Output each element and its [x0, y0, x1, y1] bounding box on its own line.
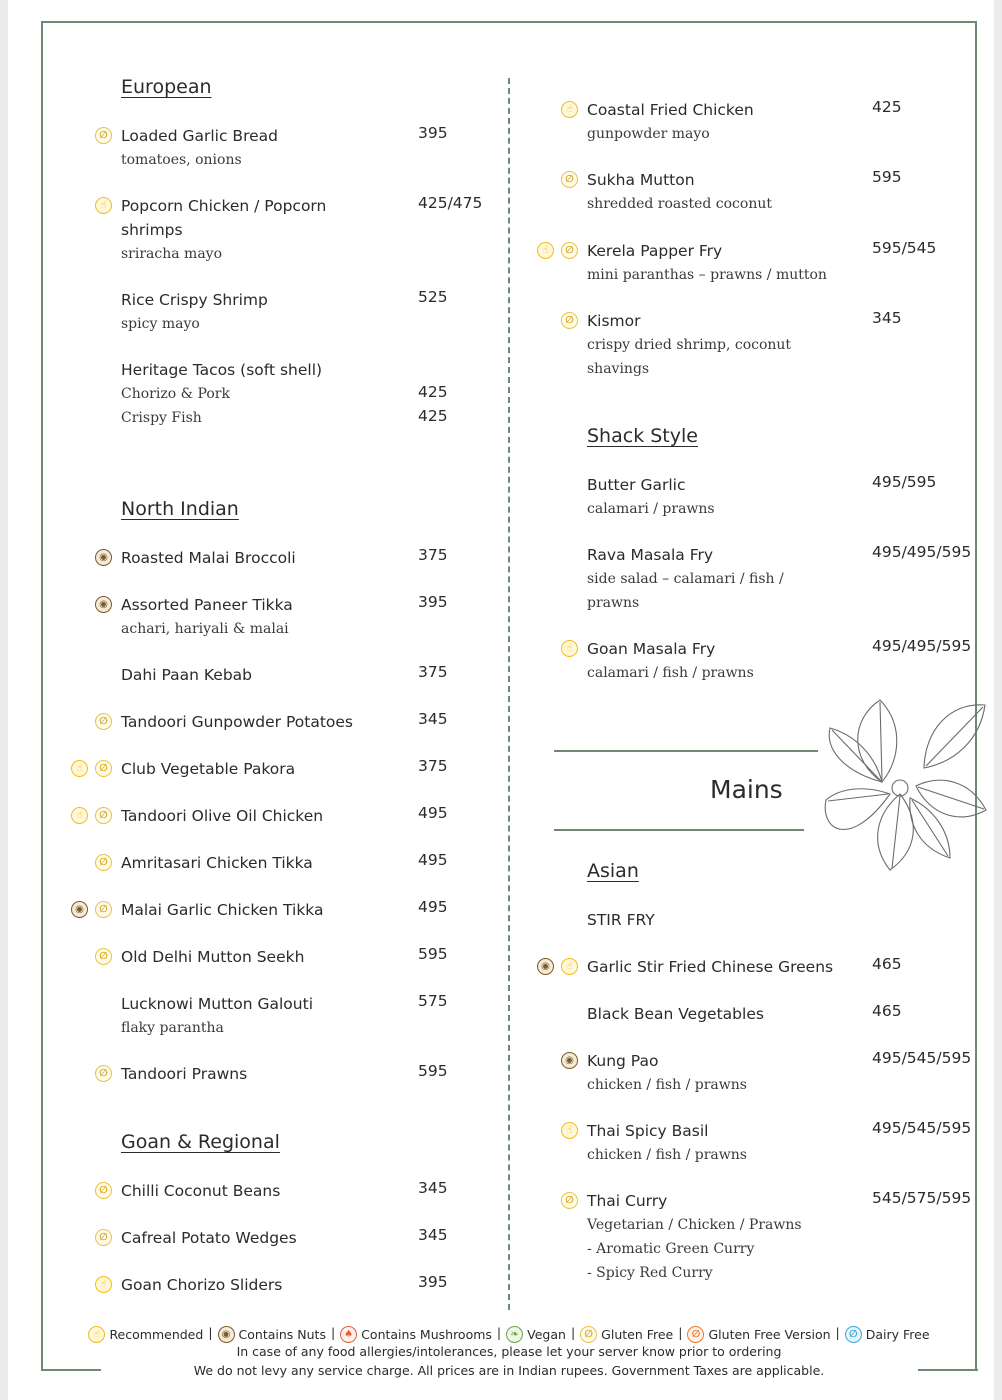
allergy-note: In case of any food allergies/intolerances, please let your server know prior to ordering	[236, 1344, 782, 1359]
legend-separator: |	[835, 1325, 840, 1340]
menu-item-price: 425	[872, 98, 902, 116]
gluten-free-icon: ∅	[95, 901, 112, 918]
gluten-free-icon: ∅	[95, 713, 112, 730]
menu-item-name: Kung Pao	[587, 1052, 659, 1070]
menu-item-description: calamari / fish / prawns	[587, 665, 754, 681]
menu-item-price: 345	[418, 1179, 448, 1197]
menu-item-name: Popcorn Chicken / Popcorn	[121, 197, 327, 215]
menu-item-price: 395	[418, 124, 448, 142]
recommended-icon: ☝	[71, 807, 88, 824]
legend-label: Gluten Free	[601, 1327, 674, 1342]
menu-item-price: 495	[418, 898, 448, 916]
legend-label: Vegan	[527, 1327, 566, 1342]
gluten-free-icon: ∅	[95, 127, 112, 144]
legend-separator: |	[208, 1325, 213, 1340]
menu-item-price: 345	[872, 309, 902, 327]
vegan-icon: ❧	[506, 1326, 523, 1343]
nuts-icon: ◉	[218, 1326, 235, 1343]
menu-item-price: 595	[418, 1062, 448, 1080]
legend-separator: |	[496, 1325, 502, 1340]
mains-title: Mains	[710, 775, 783, 804]
recommended-icon: ☝	[561, 1122, 578, 1139]
menu-item-description: - Aromatic Green Curry	[587, 1241, 755, 1257]
gluten-free-version-icon: ∅	[687, 1326, 704, 1343]
legend-item	[687, 1326, 830, 1343]
section-title: North Indian	[121, 498, 239, 520]
legend-label: Recommended	[109, 1327, 204, 1342]
legend-item	[218, 1326, 326, 1343]
menu-item-variant: Crispy Fish	[121, 410, 202, 426]
menu-item-price: 375	[418, 546, 448, 564]
menu-item-description: achari, hariyali & malai	[121, 621, 289, 637]
menu-item-variant: Chorizo & Pork	[121, 386, 230, 402]
menu-item-description: - Spicy Red Curry	[587, 1265, 713, 1281]
menu-item-description: tomatoes, onions	[121, 152, 242, 168]
menu-item-description: prawns	[587, 595, 640, 611]
legend-label: Gluten Free Version	[708, 1327, 831, 1342]
menu-item-name: Kismor	[587, 312, 641, 330]
menu-item-description: sriracha mayo	[121, 246, 223, 262]
menu-item-price: 545/575/595	[872, 1189, 972, 1207]
menu-item-price: 395	[418, 593, 448, 611]
menu-item-price: 495/495/595	[872, 543, 972, 561]
menu-item-description: shredded roasted coconut	[587, 196, 772, 212]
nuts-icon: ◉	[537, 958, 554, 975]
gluten-free-icon: ∅	[95, 1065, 112, 1082]
mains-rule-top	[554, 750, 818, 752]
menu-item-name: Club Vegetable Pakora	[121, 760, 296, 778]
menu-item-name: Lucknowi Mutton Galouti	[121, 995, 313, 1013]
menu-item-price: 595	[872, 168, 902, 186]
menu-item-name: Kerela Papper Fry	[587, 242, 723, 260]
menu-page	[8, 0, 994, 1400]
menu-item-price: 495/495/595	[872, 637, 972, 655]
recommended-icon: ☝	[95, 197, 112, 214]
legend-label: Dairy Free	[865, 1327, 930, 1342]
menu-item-name: Thai Spicy Basil	[587, 1122, 709, 1140]
recommended-icon: ☝	[561, 958, 578, 975]
gluten-free-icon: ∅	[95, 760, 112, 777]
recommended-icon: ☝	[537, 242, 554, 259]
dairy-free-icon: ∅	[845, 1326, 862, 1343]
menu-item-variant-price: 425	[418, 407, 448, 425]
menu-item-name: Heritage Tacos (soft shell)	[121, 361, 323, 379]
menu-item-name: Assorted Paneer Tikka	[121, 596, 293, 614]
menu-item-price: 495/545/595	[872, 1049, 972, 1067]
menu-item-price: 345	[418, 710, 448, 728]
menu-item-name: Amritasari Chicken Tikka	[121, 854, 313, 872]
menu-item-name: Coastal Fried Chicken	[587, 101, 754, 119]
menu-item-name: Garlic Stir Fried Chinese Greens	[587, 958, 834, 976]
menu-item-price: 375	[418, 663, 448, 681]
menu-item-description: chicken / fish / prawns	[587, 1077, 747, 1093]
legend-item	[580, 1326, 673, 1343]
legend-separator: |	[678, 1325, 683, 1340]
menu-item-price: 495/545/595	[872, 1119, 972, 1137]
recommended-icon: ☝	[95, 1276, 112, 1293]
menu-item-name: Malai Garlic Chicken Tikka	[121, 901, 324, 919]
menu-item-description: mini paranthas – prawns / mutton	[587, 267, 827, 283]
menu-item-name: Tandoori Prawns	[121, 1065, 248, 1083]
gluten-free-icon: ∅	[580, 1326, 597, 1343]
menu-item-description: calamari / prawns	[587, 501, 715, 517]
menu-item-name: Goan Masala Fry	[587, 640, 716, 658]
menu-item-price: 465	[872, 1002, 902, 1020]
menu-item-price: 495	[418, 804, 448, 822]
menu-item-name-continued: shrimps	[121, 221, 183, 239]
legend-item	[506, 1326, 566, 1343]
leaf-illustration-icon	[820, 690, 988, 880]
menu-item-name: Thai Curry	[587, 1192, 668, 1210]
nuts-icon: ◉	[71, 901, 88, 918]
menu-item-name: Goan Chorizo Sliders	[121, 1276, 283, 1294]
menu-item-price: 595	[418, 945, 448, 963]
gluten-free-icon: ∅	[561, 312, 578, 329]
menu-item-name: Roasted Malai Broccoli	[121, 549, 296, 567]
menu-item-description: shavings	[587, 361, 650, 377]
menu-item-description: crispy dried shrimp, coconut	[587, 337, 792, 353]
menu-item-name: Tandoori Olive Oil Chicken	[121, 807, 324, 825]
legend-separator: |	[570, 1325, 576, 1340]
legend-separator: |	[330, 1325, 336, 1340]
menu-item-price: 575	[418, 992, 448, 1010]
gluten-free-icon: ∅	[95, 948, 112, 965]
nuts-icon: ◉	[95, 549, 112, 566]
menu-item-price: 425/475	[418, 194, 483, 212]
gluten-free-icon: ∅	[561, 1192, 578, 1209]
recommended-icon: ☝	[561, 101, 578, 118]
menu-item-name: Chilli Coconut Beans	[121, 1182, 281, 1200]
section-title: European	[121, 76, 212, 98]
legend-item	[340, 1326, 492, 1343]
menu-item-price: 465	[872, 955, 902, 973]
gluten-free-icon: ∅	[95, 807, 112, 824]
menu-item-price: 375	[418, 757, 448, 775]
gluten-free-icon: ∅	[95, 854, 112, 871]
menu-item-name: Rava Masala Fry	[587, 546, 714, 564]
section-title: Asian	[587, 860, 639, 882]
menu-item-price: 595/545	[872, 239, 937, 257]
legend-label: Contains Mushrooms	[361, 1327, 492, 1342]
gluten-free-icon: ∅	[95, 1229, 112, 1246]
menu-item-description: gunpowder mayo	[587, 126, 710, 142]
menu-item-description: side salad – calamari / fish /	[587, 571, 784, 587]
legend-item	[845, 1326, 930, 1343]
menu-item-name: Dahi Paan Kebab	[121, 666, 252, 684]
gluten-free-icon: ∅	[561, 171, 578, 188]
nuts-icon: ◉	[561, 1052, 578, 1069]
menu-item-description: flaky parantha	[121, 1020, 224, 1036]
legend-item	[88, 1326, 203, 1343]
menu-item-description: Vegetarian / Chicken / Prawns	[587, 1217, 802, 1233]
recommended-icon: ☝	[561, 640, 578, 657]
nuts-icon: ◉	[95, 596, 112, 613]
menu-item-price: 395	[418, 1273, 448, 1291]
gluten-free-icon: ∅	[95, 1182, 112, 1199]
menu-item-name: Black Bean Vegetables	[587, 1005, 764, 1023]
menu-item-name: Old Delhi Mutton Seekh	[121, 948, 305, 966]
service-charge-note: We do not levy any service charge. All prices are in Indian rupees. Government Taxes are applicable.	[193, 1363, 825, 1378]
section-title: Goan & Regional	[121, 1131, 280, 1153]
menu-item-name: Butter Garlic	[587, 476, 686, 494]
menu-item-name: STIR FRY	[587, 911, 655, 929]
menu-item-price: 345	[418, 1226, 448, 1244]
menu-item-name: Sukha Mutton	[587, 171, 695, 189]
menu-item-name: Rice Crispy Shrimp	[121, 291, 268, 309]
menu-item-name: Cafreal Potato Wedges	[121, 1229, 297, 1247]
recommended-icon: ☝	[71, 760, 88, 777]
mains-rule-bottom	[554, 829, 804, 831]
menu-item-price: 495	[418, 851, 448, 869]
recommended-icon: ☝	[88, 1326, 105, 1343]
menu-item-price: 495/595	[872, 473, 937, 491]
menu-item-name: Loaded Garlic Bread	[121, 127, 278, 145]
section-title: Shack Style	[587, 425, 698, 447]
legend-label: Contains Nuts	[238, 1327, 326, 1342]
column-divider	[508, 78, 510, 1310]
gluten-free-icon: ∅	[561, 242, 578, 259]
menu-item-name: Tandoori Gunpowder Potatoes	[121, 713, 353, 731]
menu-item-description: spicy mayo	[121, 316, 200, 332]
menu-item-price: 525	[418, 288, 448, 306]
menu-item-description: chicken / fish / prawns	[587, 1147, 747, 1163]
mushrooms-icon: ♠	[340, 1326, 357, 1343]
menu-item-variant-price: 425	[418, 383, 448, 401]
legend	[8, 1325, 1002, 1343]
